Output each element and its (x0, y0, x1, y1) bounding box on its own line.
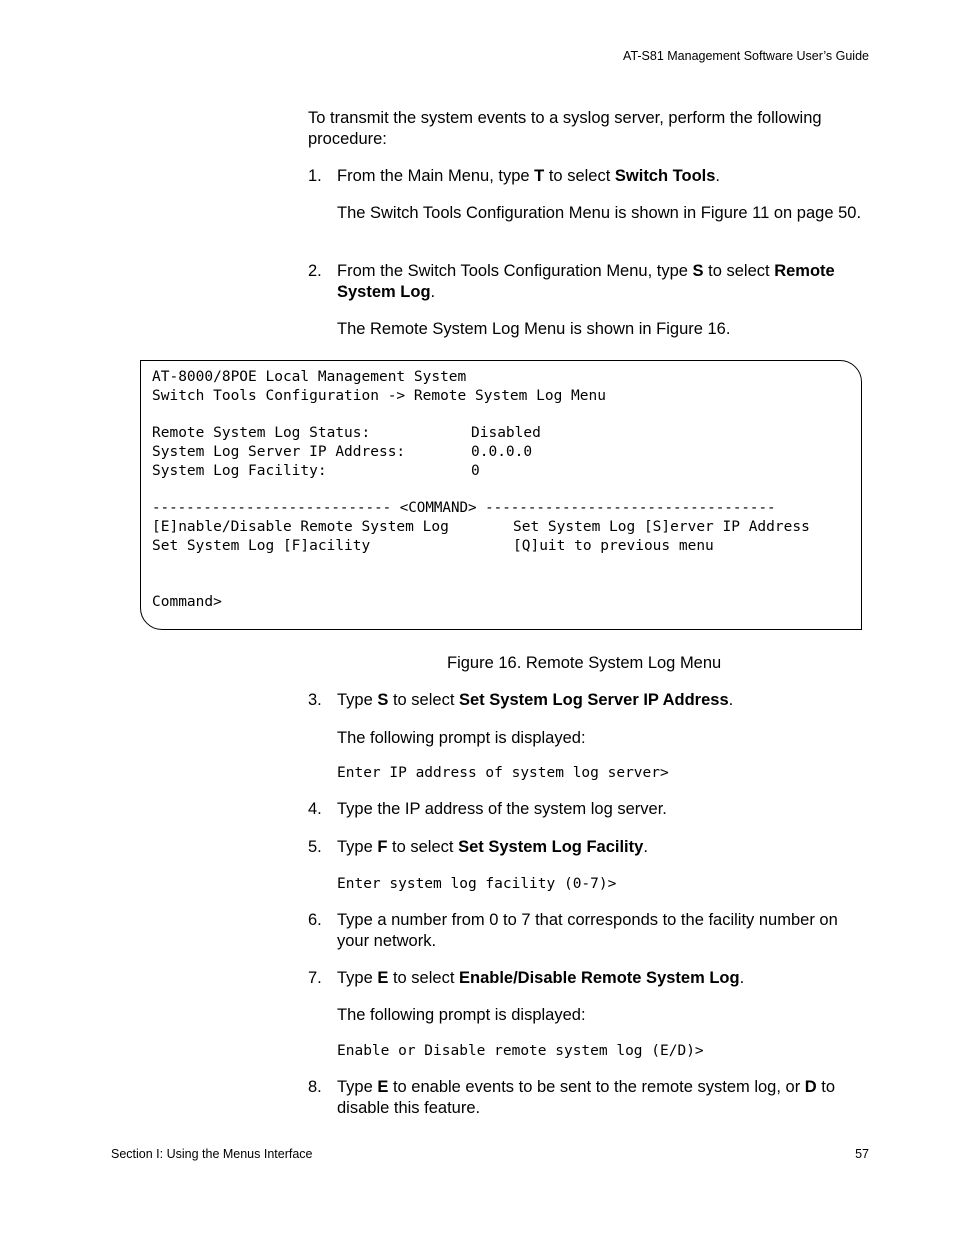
step-5: Type F to select Set System Log Facility. (337, 838, 648, 856)
step-6: Type a number from 0 to 7 that corresponds to the facility number on your network. (337, 911, 838, 950)
step-8: Type E to enable events to be sent to the remote system log, or D to disable this feature. (337, 1078, 836, 1117)
screen-breadcrumb: Switch Tools Configuration -> Remote System Log Menu (152, 388, 606, 404)
step-1: From the Main Menu, type T to select Switch Tools. (337, 167, 721, 185)
step-4: Type the IP address of the system log server. (337, 800, 667, 818)
step-7: Type E to select Enable/Disable Remote System Log. (337, 969, 745, 987)
step-number: 5. (308, 838, 322, 856)
step-7-note: The following prompt is displayed: (337, 1006, 586, 1024)
ip-label: System Log Server IP Address: (152, 444, 406, 460)
option-enable-disable: [E]nable/Disable Remote System Log (152, 519, 449, 535)
step-number: 3. (308, 691, 322, 709)
terminal-screen (140, 360, 862, 630)
prompt-facility: Enter system log facility (0-7)> (337, 876, 617, 892)
step-number: 7. (308, 969, 322, 987)
step-number: 2. (308, 262, 322, 280)
screen-title: AT-8000/8POE Local Management System (152, 369, 467, 385)
command-divider: ---------------------------- <COMMAND> ---------------------------------- (152, 500, 776, 516)
step-number: 4. (308, 800, 322, 818)
command-prompt: Command> (152, 594, 222, 610)
status-value: Disabled (471, 425, 541, 441)
step-3-note: The following prompt is displayed: (337, 729, 586, 747)
intro-paragraph: To transmit the system events to a syslog server, perform the following procedure: (308, 109, 822, 148)
ip-value: 0.0.0.0 (471, 444, 533, 460)
option-set-facility: Set System Log [F]acility (152, 538, 371, 554)
facility-label: System Log Facility: (152, 463, 327, 479)
step-2: From the Switch Tools Configuration Menu, type S to select Remote System Log. (337, 262, 835, 301)
footer-section: Section I: Using the Menus Interface (111, 1147, 313, 1161)
step-1-note: The Switch Tools Configuration Menu is shown in Figure 11 on page 50. (337, 204, 862, 222)
step-3: Type S to select Set System Log Server IP Address. (337, 691, 734, 709)
option-quit: [Q]uit to previous menu (513, 538, 714, 554)
page-header: AT-S81 Management Software User’s Guide (623, 49, 869, 63)
prompt-ip-address: Enter IP address of system log server> (337, 765, 669, 781)
prompt-enable-disable: Enable or Disable remote system log (E/D)> (337, 1043, 704, 1059)
page-number: 57 (855, 1147, 869, 1161)
step-number: 6. (308, 911, 322, 929)
facility-value: 0 (471, 463, 480, 479)
option-set-server-ip: Set System Log [S]erver IP Address (513, 519, 810, 535)
status-label: Remote System Log Status: (152, 425, 371, 441)
step-2-note: The Remote System Log Menu is shown in Figure 16. (337, 320, 731, 338)
figure-caption: Figure 16. Remote System Log Menu (447, 654, 722, 672)
step-number: 1. (308, 167, 322, 185)
step-number: 8. (308, 1078, 322, 1096)
